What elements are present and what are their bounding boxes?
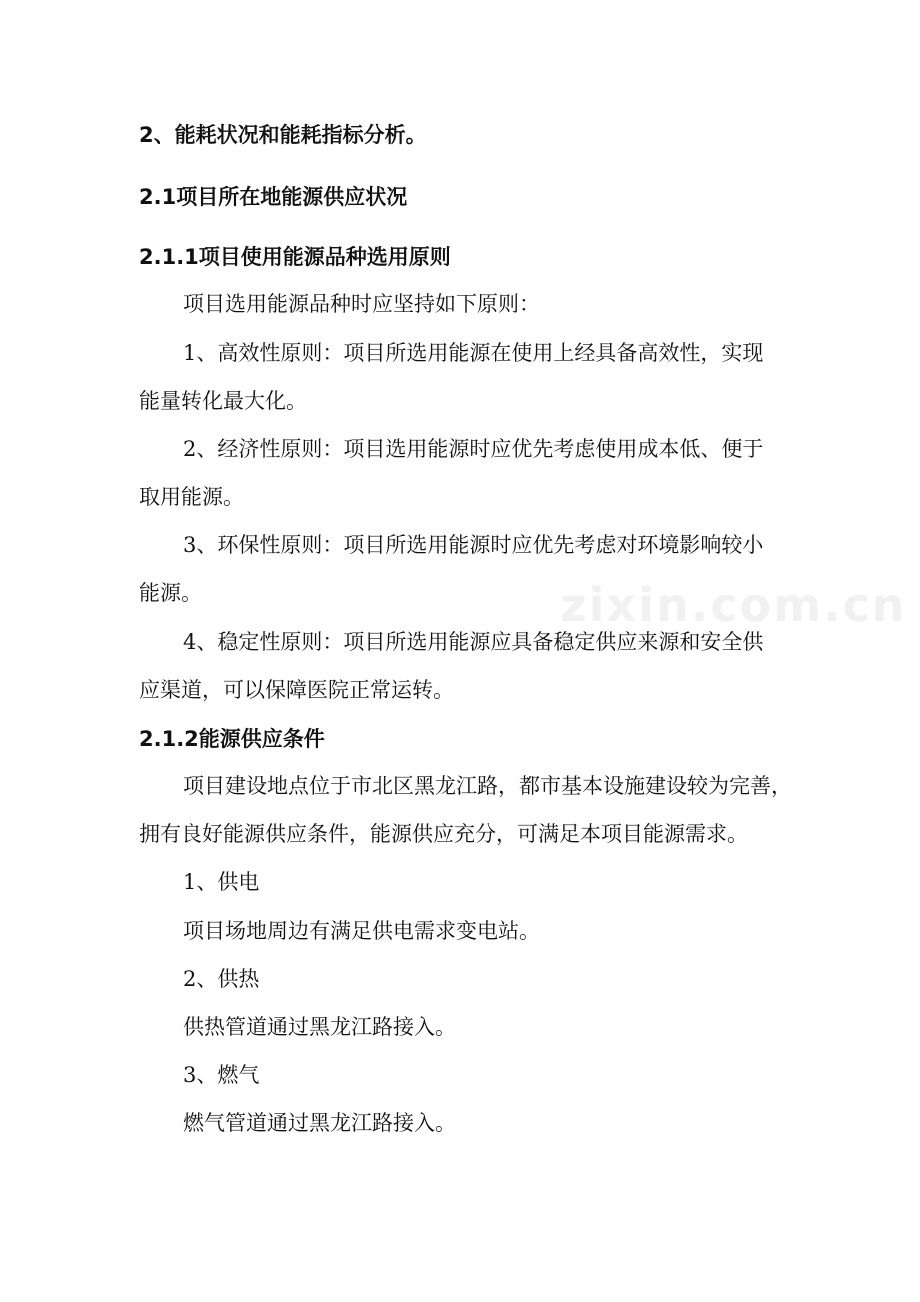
heading-2-1-2: 2.1.2能源供应条件 (139, 727, 325, 751)
supply-item-1-text: 项目场地周边有满足供电需求变电站。 (183, 919, 540, 943)
supply-item-3-text: 燃气管道通过黑龙江路接入。 (183, 1111, 456, 1135)
supply-item-2-text: 供热管道通过黑龙江路接入。 (183, 1015, 456, 1039)
principles-intro: 项目选用能源品种时应坚持如下原则： (183, 292, 540, 316)
supply-item-1-title: 1、供电 (183, 870, 260, 894)
supply-intro-line-1: 项目建设地点位于市北区黑龙江路，都市基本设施建设较为完善， (183, 774, 792, 798)
supply-item-3-title: 3、燃气 (183, 1063, 260, 1087)
heading-2-1-1: 2.1.1项目使用能源品种选用原则 (139, 245, 451, 269)
heading-2: 2、能耗状况和能耗指标分析。 (139, 123, 427, 147)
principle-4-line-2: 应渠道，可以保障医院正常运转。 (139, 678, 454, 702)
heading-2-1: 2.1项目所在地能源供应状况 (139, 185, 408, 209)
principle-2-line-1: 2、经济性原则：项目选用能源时应优先考虑使用成本低、便于 (183, 437, 764, 461)
principle-3-line-2: 能源。 (139, 581, 202, 605)
principle-4-line-1: 4、稳定性原则：项目所选用能源应具备稳定供应来源和安全供 (183, 630, 764, 654)
watermark: zixin.com.cn (560, 578, 907, 632)
principle-1-line-1: 1、高效性原则：项目所选用能源在使用上经具备高效性，实现 (183, 341, 764, 365)
principle-2-line-2: 取用能源。 (139, 485, 244, 509)
principle-1-line-2: 能量转化最大化。 (139, 389, 307, 413)
principle-3-line-1: 3、环保性原则：项目所选用能源时应优先考虑对环境影响较小 (183, 533, 764, 557)
supply-item-2-title: 2、供热 (183, 967, 260, 991)
supply-intro-line-2: 拥有良好能源供应条件，能源供应充分，可满足本项目能源需求。 (139, 822, 748, 846)
